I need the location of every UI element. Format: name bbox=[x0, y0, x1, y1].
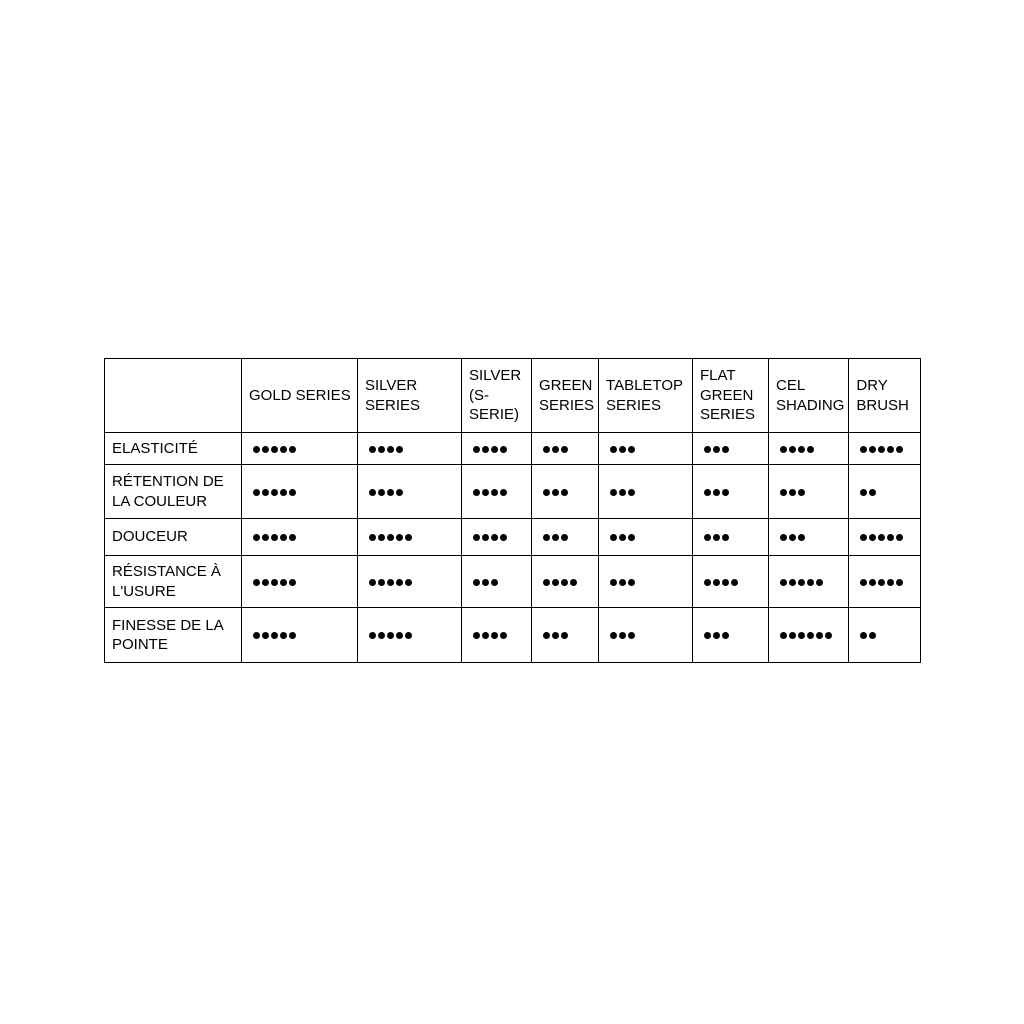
rating-dot-icon bbox=[713, 579, 720, 586]
rating-dots bbox=[543, 632, 570, 639]
rating-dot-icon bbox=[869, 446, 876, 453]
rating-dot-icon bbox=[860, 579, 867, 586]
rating-dot-icon bbox=[253, 534, 260, 541]
rating-dots bbox=[473, 534, 509, 541]
rating-cell bbox=[849, 433, 921, 465]
rating-dot-icon bbox=[561, 534, 568, 541]
rating-cell bbox=[532, 465, 599, 519]
rating-cell bbox=[769, 608, 849, 663]
rating-dot-icon bbox=[369, 534, 376, 541]
rating-dots bbox=[780, 579, 825, 586]
rating-dot-icon bbox=[798, 579, 805, 586]
rating-dot-icon bbox=[704, 632, 711, 639]
rating-dots bbox=[253, 632, 298, 639]
rating-dots bbox=[369, 446, 405, 453]
rating-dot-icon bbox=[482, 446, 489, 453]
rating-dots bbox=[543, 446, 570, 453]
rating-dot-icon bbox=[396, 446, 403, 453]
rating-dot-icon bbox=[482, 632, 489, 639]
rating-dot-icon bbox=[561, 489, 568, 496]
rating-dot-icon bbox=[280, 446, 287, 453]
rating-dot-icon bbox=[807, 579, 814, 586]
brush-series-comparison-table bbox=[104, 358, 921, 663]
rating-dot-icon bbox=[896, 579, 903, 586]
rating-dot-icon bbox=[387, 534, 394, 541]
rating-dots bbox=[369, 579, 414, 586]
table-row bbox=[105, 465, 921, 519]
table-row bbox=[105, 433, 921, 465]
rating-dot-icon bbox=[369, 446, 376, 453]
rating-dot-icon bbox=[722, 446, 729, 453]
row-label: RÉSISTANCE À L'USURE bbox=[105, 556, 242, 608]
rating-dot-icon bbox=[610, 632, 617, 639]
rating-dot-icon bbox=[369, 579, 376, 586]
rating-dot-icon bbox=[396, 579, 403, 586]
rating-dot-icon bbox=[262, 489, 269, 496]
rating-cell bbox=[599, 519, 693, 556]
rating-dot-icon bbox=[473, 632, 480, 639]
rating-dot-icon bbox=[798, 534, 805, 541]
rating-dots bbox=[780, 534, 807, 541]
rating-cell bbox=[849, 556, 921, 608]
rating-dot-icon bbox=[807, 632, 814, 639]
rating-dot-icon bbox=[789, 446, 796, 453]
rating-cell bbox=[599, 433, 693, 465]
rating-cell bbox=[242, 465, 358, 519]
rating-dot-icon bbox=[628, 489, 635, 496]
rating-dot-icon bbox=[780, 446, 787, 453]
rating-cell bbox=[693, 556, 769, 608]
rating-dot-icon bbox=[869, 489, 876, 496]
rating-cell bbox=[693, 433, 769, 465]
rating-dot-icon bbox=[628, 632, 635, 639]
rating-dot-icon bbox=[704, 534, 711, 541]
rating-cell bbox=[358, 608, 462, 663]
rating-dot-icon bbox=[561, 632, 568, 639]
rating-dots bbox=[473, 579, 500, 586]
rating-cell bbox=[462, 556, 532, 608]
rating-dot-icon bbox=[860, 489, 867, 496]
rating-dots bbox=[704, 632, 731, 639]
rating-dot-icon bbox=[713, 534, 720, 541]
rating-dot-icon bbox=[713, 632, 720, 639]
rating-dot-icon bbox=[896, 446, 903, 453]
rating-cell bbox=[532, 556, 599, 608]
rating-dot-icon bbox=[543, 632, 550, 639]
rating-dot-icon bbox=[280, 579, 287, 586]
rating-dot-icon bbox=[610, 534, 617, 541]
rating-cell bbox=[242, 433, 358, 465]
rating-dot-icon bbox=[807, 446, 814, 453]
column-header: GREEN SERIES bbox=[532, 359, 599, 433]
table-row bbox=[105, 519, 921, 556]
rating-cell bbox=[769, 556, 849, 608]
rating-dot-icon bbox=[731, 579, 738, 586]
table-body bbox=[105, 433, 921, 663]
rating-dots bbox=[369, 632, 414, 639]
rating-dot-icon bbox=[396, 489, 403, 496]
rating-dot-icon bbox=[878, 579, 885, 586]
rating-dot-icon bbox=[262, 534, 269, 541]
rating-cell bbox=[358, 556, 462, 608]
rating-dot-icon bbox=[253, 489, 260, 496]
rating-dots bbox=[704, 489, 731, 496]
rating-dot-icon bbox=[369, 489, 376, 496]
rating-cell bbox=[599, 465, 693, 519]
rating-dot-icon bbox=[860, 632, 867, 639]
rating-dot-icon bbox=[860, 534, 867, 541]
rating-dot-icon bbox=[378, 489, 385, 496]
table-row bbox=[105, 608, 921, 663]
rating-dot-icon bbox=[887, 534, 894, 541]
rating-dot-icon bbox=[619, 534, 626, 541]
rating-dot-icon bbox=[610, 446, 617, 453]
rating-dot-icon bbox=[271, 446, 278, 453]
rating-dots bbox=[860, 579, 905, 586]
row-label: DOUCEUR bbox=[105, 519, 242, 556]
rating-dot-icon bbox=[491, 446, 498, 453]
rating-cell bbox=[462, 608, 532, 663]
rating-cell bbox=[358, 519, 462, 556]
rating-dot-icon bbox=[289, 579, 296, 586]
rating-dot-icon bbox=[713, 489, 720, 496]
rating-dot-icon bbox=[271, 534, 278, 541]
rating-dots bbox=[369, 489, 405, 496]
rating-dot-icon bbox=[289, 632, 296, 639]
rating-dot-icon bbox=[253, 579, 260, 586]
rating-dot-icon bbox=[628, 534, 635, 541]
rating-dot-icon bbox=[387, 446, 394, 453]
column-header: GOLD SERIES bbox=[242, 359, 358, 433]
rating-dots bbox=[253, 534, 298, 541]
rating-cell bbox=[693, 519, 769, 556]
rating-dot-icon bbox=[878, 534, 885, 541]
rating-dot-icon bbox=[561, 579, 568, 586]
rating-dot-icon bbox=[860, 446, 867, 453]
rating-dot-icon bbox=[825, 632, 832, 639]
rating-dot-icon bbox=[378, 446, 385, 453]
column-header: TABLETOP SERIES bbox=[599, 359, 693, 433]
rating-dot-icon bbox=[473, 579, 480, 586]
rating-dot-icon bbox=[798, 446, 805, 453]
rating-cell bbox=[769, 465, 849, 519]
rating-dot-icon bbox=[491, 579, 498, 586]
rating-dot-icon bbox=[387, 632, 394, 639]
rating-dots bbox=[369, 534, 414, 541]
rating-cell bbox=[358, 433, 462, 465]
rating-cell bbox=[849, 519, 921, 556]
rating-dot-icon bbox=[570, 579, 577, 586]
rating-dot-icon bbox=[887, 446, 894, 453]
rating-dot-icon bbox=[543, 534, 550, 541]
rating-dot-icon bbox=[405, 579, 412, 586]
rating-dot-icon bbox=[780, 632, 787, 639]
rating-dot-icon bbox=[280, 534, 287, 541]
rating-cell bbox=[769, 519, 849, 556]
header-row bbox=[105, 359, 921, 433]
row-label: FINESSE DE LA POINTE bbox=[105, 608, 242, 663]
rating-dot-icon bbox=[482, 534, 489, 541]
rating-dots bbox=[473, 489, 509, 496]
rating-dots bbox=[860, 489, 878, 496]
rating-dot-icon bbox=[280, 489, 287, 496]
rating-cell bbox=[693, 608, 769, 663]
rating-dot-icon bbox=[387, 579, 394, 586]
rating-dot-icon bbox=[543, 446, 550, 453]
row-label: ELASTICITÉ bbox=[105, 433, 242, 465]
rating-dot-icon bbox=[262, 632, 269, 639]
rating-dot-icon bbox=[869, 632, 876, 639]
rating-dot-icon bbox=[878, 446, 885, 453]
rating-dot-icon bbox=[552, 489, 559, 496]
table-row bbox=[105, 556, 921, 608]
rating-dot-icon bbox=[816, 632, 823, 639]
rating-dot-icon bbox=[816, 579, 823, 586]
rating-dot-icon bbox=[713, 446, 720, 453]
rating-dots bbox=[253, 446, 298, 453]
rating-dots bbox=[253, 489, 298, 496]
column-header: DRY BRUSH bbox=[849, 359, 921, 433]
rating-dot-icon bbox=[405, 632, 412, 639]
rating-dot-icon bbox=[798, 632, 805, 639]
rating-dot-icon bbox=[405, 534, 412, 541]
rating-dot-icon bbox=[289, 446, 296, 453]
rating-dots bbox=[780, 446, 816, 453]
rating-dots bbox=[780, 489, 807, 496]
rating-dot-icon bbox=[561, 446, 568, 453]
rating-dot-icon bbox=[619, 446, 626, 453]
rating-cell bbox=[532, 519, 599, 556]
rating-dot-icon bbox=[552, 534, 559, 541]
rating-dot-icon bbox=[552, 579, 559, 586]
rating-dots bbox=[860, 632, 878, 639]
rating-dot-icon bbox=[628, 446, 635, 453]
rating-dot-icon bbox=[789, 579, 796, 586]
rating-dot-icon bbox=[780, 489, 787, 496]
column-header: SILVER SERIES bbox=[358, 359, 462, 433]
rating-dot-icon bbox=[610, 579, 617, 586]
rating-cell bbox=[242, 556, 358, 608]
rating-dot-icon bbox=[798, 489, 805, 496]
rating-cell bbox=[769, 433, 849, 465]
rating-dots bbox=[543, 534, 570, 541]
column-header: FLAT GREEN SERIES bbox=[693, 359, 769, 433]
rating-dot-icon bbox=[896, 534, 903, 541]
rating-dots bbox=[473, 632, 509, 639]
rating-dot-icon bbox=[482, 579, 489, 586]
rating-dot-icon bbox=[253, 446, 260, 453]
rating-dot-icon bbox=[271, 489, 278, 496]
rating-cell bbox=[532, 433, 599, 465]
rating-dot-icon bbox=[396, 632, 403, 639]
rating-dot-icon bbox=[491, 632, 498, 639]
rating-dot-icon bbox=[722, 534, 729, 541]
rating-dot-icon bbox=[789, 489, 796, 496]
rating-dot-icon bbox=[262, 579, 269, 586]
rating-dot-icon bbox=[500, 534, 507, 541]
rating-dots bbox=[610, 446, 637, 453]
column-header: CEL SHADING bbox=[769, 359, 849, 433]
rating-dot-icon bbox=[552, 632, 559, 639]
rating-dots bbox=[704, 446, 731, 453]
rating-dot-icon bbox=[789, 534, 796, 541]
row-label: RÉTENTION DE LA COULEUR bbox=[105, 465, 242, 519]
rating-dots bbox=[780, 632, 834, 639]
rating-cell bbox=[693, 465, 769, 519]
rating-dots bbox=[860, 446, 905, 453]
rating-dot-icon bbox=[780, 579, 787, 586]
rating-cell bbox=[462, 465, 532, 519]
rating-dot-icon bbox=[387, 489, 394, 496]
rating-dot-icon bbox=[704, 446, 711, 453]
rating-dot-icon bbox=[253, 632, 260, 639]
rating-dot-icon bbox=[500, 632, 507, 639]
rating-dot-icon bbox=[473, 446, 480, 453]
rating-dot-icon bbox=[543, 489, 550, 496]
rating-dot-icon bbox=[780, 534, 787, 541]
rating-dot-icon bbox=[543, 579, 550, 586]
rating-cell bbox=[242, 608, 358, 663]
rating-dot-icon bbox=[722, 579, 729, 586]
rating-dot-icon bbox=[619, 579, 626, 586]
rating-dots bbox=[253, 579, 298, 586]
rating-dot-icon bbox=[378, 632, 385, 639]
rating-dot-icon bbox=[289, 489, 296, 496]
rating-dot-icon bbox=[491, 534, 498, 541]
rating-dot-icon bbox=[789, 632, 796, 639]
rating-dot-icon bbox=[473, 534, 480, 541]
rating-dots bbox=[610, 579, 637, 586]
rating-cell bbox=[849, 608, 921, 663]
rating-dot-icon bbox=[482, 489, 489, 496]
rating-cell bbox=[532, 608, 599, 663]
rating-dot-icon bbox=[619, 632, 626, 639]
rating-cell bbox=[462, 519, 532, 556]
rating-dot-icon bbox=[473, 489, 480, 496]
rating-dot-icon bbox=[704, 489, 711, 496]
rating-dot-icon bbox=[378, 579, 385, 586]
rating-dot-icon bbox=[722, 632, 729, 639]
rating-cell bbox=[242, 519, 358, 556]
rating-dots bbox=[543, 489, 570, 496]
rating-dots bbox=[704, 579, 740, 586]
rating-dot-icon bbox=[262, 446, 269, 453]
rating-cell bbox=[358, 465, 462, 519]
rating-dots bbox=[543, 579, 579, 586]
rating-cell bbox=[599, 556, 693, 608]
rating-dot-icon bbox=[500, 446, 507, 453]
rating-dot-icon bbox=[610, 489, 617, 496]
rating-dot-icon bbox=[552, 446, 559, 453]
rating-cell bbox=[849, 465, 921, 519]
rating-cell bbox=[599, 608, 693, 663]
rating-dot-icon bbox=[271, 579, 278, 586]
rating-dot-icon bbox=[378, 534, 385, 541]
rating-cell bbox=[462, 433, 532, 465]
rating-dots bbox=[610, 534, 637, 541]
rating-dot-icon bbox=[491, 489, 498, 496]
rating-dots bbox=[473, 446, 509, 453]
rating-dot-icon bbox=[628, 579, 635, 586]
rating-dot-icon bbox=[869, 534, 876, 541]
rating-dot-icon bbox=[887, 579, 894, 586]
rating-dot-icon bbox=[704, 579, 711, 586]
rating-dots bbox=[704, 534, 731, 541]
rating-dot-icon bbox=[271, 632, 278, 639]
rating-dot-icon bbox=[280, 632, 287, 639]
rating-dot-icon bbox=[289, 534, 296, 541]
rating-dot-icon bbox=[722, 489, 729, 496]
column-header: SILVER (S-SERIE) bbox=[462, 359, 532, 433]
corner-cell bbox=[105, 359, 242, 433]
rating-dot-icon bbox=[369, 632, 376, 639]
rating-dot-icon bbox=[869, 579, 876, 586]
rating-dot-icon bbox=[500, 489, 507, 496]
rating-dots bbox=[860, 534, 905, 541]
rating-dots bbox=[610, 489, 637, 496]
rating-dot-icon bbox=[619, 489, 626, 496]
rating-dots bbox=[610, 632, 637, 639]
rating-dot-icon bbox=[396, 534, 403, 541]
